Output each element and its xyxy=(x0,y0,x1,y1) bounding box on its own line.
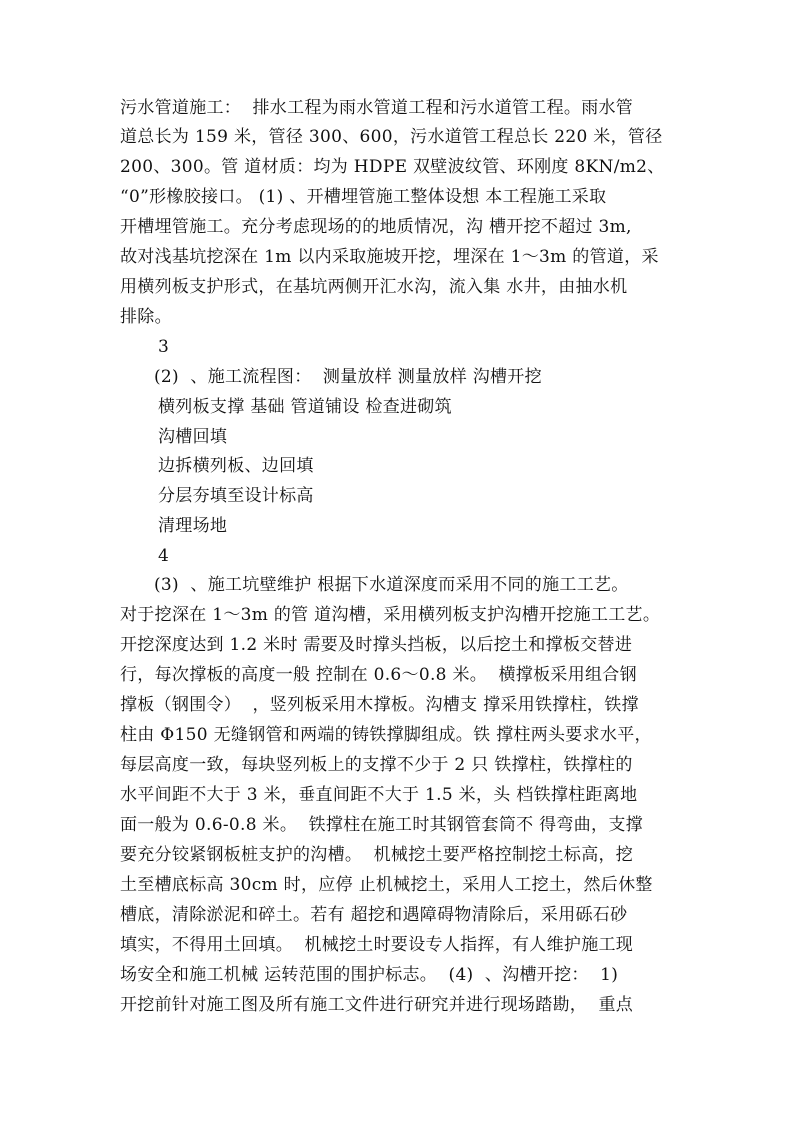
body-text-line: 水平间距不大于 3 米，垂直间距不大于 1.5 米，头 档铁撑柱距离地 xyxy=(120,785,638,805)
flow-line: 沟槽回填 xyxy=(158,427,228,447)
body-text-line: 柱由 Φ150 无缝钢管和两端的铸铁撑脚组成。铁 撑柱两头要求水平， xyxy=(120,725,652,745)
body-text-line: (3) 、施工坑壁维护 根据下水道深度而采用不同的施工工艺。 xyxy=(154,575,629,595)
body-text-line: 排除。 xyxy=(120,307,172,327)
body-text-line: 200、300。管 道材质：均为 HDPE 双壁波纹管、环刚度 8KN/m2、 xyxy=(120,157,665,177)
body-text-line: 场安全和施工机械 运转范围的围护标志。 (4) 、沟槽开挖： 1) xyxy=(120,965,619,985)
body-text-line: 开挖深度达到 1.2 米时 需要及时撑头挡板，以后挖土和撑板交替进 xyxy=(120,635,633,655)
flow-line: 横列板支撑 基础 管道铺设 检查进砌筑 xyxy=(158,397,452,417)
body-text-line: 面一般为 0.6-0.8 米。 铁撑柱在施工时其钢管套筒不 得弯曲，支撑 xyxy=(120,815,643,835)
body-text-line: 对于挖深在 1～3m 的管 道沟槽，采用横列板支护沟槽开挖施工工艺。 xyxy=(120,605,661,625)
page-number: 3 xyxy=(158,337,170,357)
body-text-line: 要充分铰紧钢板桩支护的沟槽。 机械挖土要严格控制挖土标高，挖 xyxy=(120,845,634,865)
body-text-line: 开挖前针对施工图及所有施工文件进行研究并进行现场踏勘， 重点 xyxy=(120,995,634,1015)
body-text-line: “0”形橡胶接口。 (1) 、开槽埋管施工整体设想 本工程施工采取 xyxy=(120,187,607,207)
body-text-line: 道总长为 159 米，管径 300、600，污水道管工程总长 220 米，管径 xyxy=(120,127,663,147)
body-text-line: 撑板（钢围令） ，竖列板采用木撑板。沟槽支 撑采用铁撑柱，铁撑 xyxy=(120,695,639,715)
body-text-line: 污水管道施工： 排水工程为雨水管道工程和污水道管工程。雨水管 xyxy=(120,98,634,118)
body-text-line: 土至槽底标高 30cm 时，应停 止机械挖土，采用人工挖土，然后休整 xyxy=(120,875,653,895)
body-text-line: 行，每次撑板的高度一般 控制在 0.6～0.8 米。 横撑板采用组合钢 xyxy=(120,665,637,685)
body-text-line: 故对浅基坑挖深在 1m 以内采取施坡开挖，埋深在 1～3m 的管道，采 xyxy=(120,247,659,267)
flow-line: 分层夯填至设计标高 xyxy=(158,486,314,506)
body-text-line: 开槽埋管施工。充分考虑现场的的地质情况，沟 槽开挖不超过 3m, xyxy=(120,217,632,237)
body-text-line: 用横列板支护形式，在基坑两侧开汇水沟，流入集 水井，由抽水机 xyxy=(120,277,628,297)
flow-heading: (2) 、施工流程图： 测量放样 测量放样 沟槽开挖 xyxy=(154,367,542,387)
body-text-line: 填实，不得用土回填。 机械挖土时要设专人指挥，有人维护施工现 xyxy=(120,935,634,955)
page-number: 4 xyxy=(158,546,170,566)
flow-line: 边拆横列板、边回填 xyxy=(158,456,314,476)
body-text-line: 每层高度一致，每块竖列板上的支撑不少于 2 只 铁撑柱，铁撑柱的 xyxy=(120,755,633,775)
body-text-line: 槽底，清除淤泥和碎土。若有 超挖和遇障碍物清除后，采用砾石砂 xyxy=(120,905,628,925)
flow-line: 清理场地 xyxy=(158,516,228,536)
